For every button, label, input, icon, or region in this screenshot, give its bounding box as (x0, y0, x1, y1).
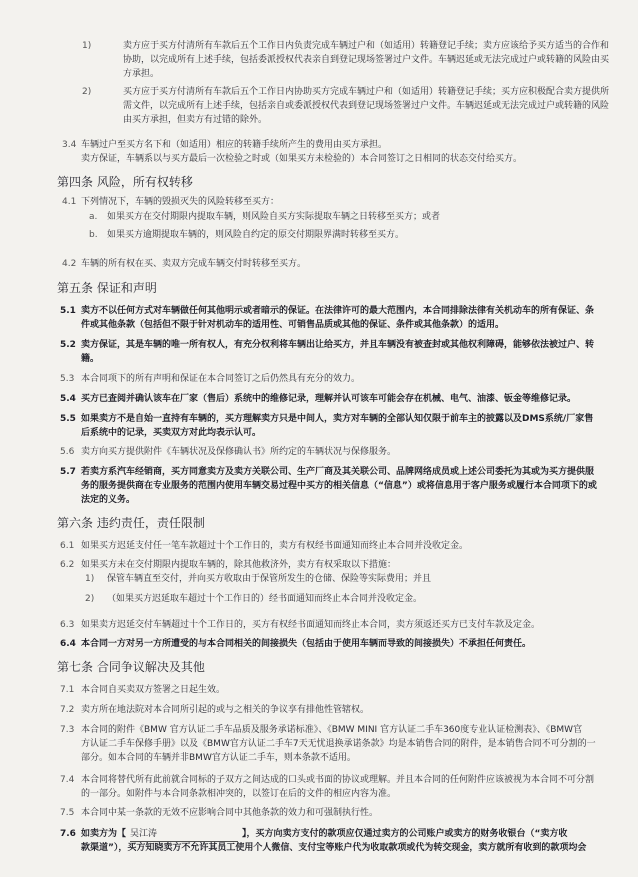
seller-name-field (130, 828, 238, 842)
text-line: 7.3 (60, 725, 75, 735)
text-line: 本合同将替代所有此前就合同标的子双方之间达成的口头或书面的协议或理解。并且本合同的任何附件应该被视为本合同不可分割 (81, 775, 595, 785)
text-line: 款渠道”），买方知晓卖方不允许其员工使用个人微信、支付宝等账户代为收取款项或代为转交现金，卖方就所有收到的款项均会 (81, 843, 587, 853)
text-line: 卖方向买方提供附件《车辆状况及保修确认书》所约定的车辆状况与保修服务。 (81, 447, 397, 457)
text-line: b. (89, 230, 98, 240)
text-line: 务的服务提供商在专业服务的范围内使用车辆交易过程中买方的相关信息（“信息”）或将信息用于客户服务或履行本合同项下的或 (81, 481, 597, 491)
text-line: 6.2 (60, 560, 75, 570)
text-line: 法定的义务。 (81, 495, 136, 505)
text-line: 4.2 (62, 259, 77, 269)
text-line: 方认证二手车保修手册》以及《BMW官方认证二手车7天无忧退换承诺条款》均是本销售合同的附件，是本销售合同不可分割的一 (81, 739, 596, 749)
text-line: 第四条 风险，所有权转移 (57, 175, 193, 189)
text-line: 5.3 (60, 374, 75, 384)
text-line: 5.5 (60, 414, 76, 424)
text-line: 本合同的附件《BMW 官方认证二手车品质及服务承诺标准》、《BMW MINI 官方认证二手车360度专业认证检测表》、《BMW官 (81, 725, 583, 735)
text-line: 若卖方系汽车经销商，买方同意卖方及卖方关联公司、生产厂商及其关联公司、品牌网络成员或上述公司委托为其或为买方提供服 (81, 467, 595, 477)
text-line: 卖方保证，车辆系以与买方最后一次检验之时或（如果买方未检验的）本合同签订之日相同的状态交付给买方。 (81, 154, 523, 164)
text-line: 保管车辆直至交付，并向买方收取由于保管所发生的仓储、保险等实际费用；并且 (107, 574, 432, 584)
text-line: a. (89, 212, 98, 222)
text-line: 7.1 (60, 685, 75, 695)
text-line: 3.4 (62, 140, 77, 150)
text-line: 籍。 (81, 354, 100, 364)
text-line: 下列情况下，车辆的毁损灭失的风险转移至买方： (81, 197, 280, 207)
text-line: 5.6 (60, 447, 75, 457)
text-line: 第六条 违约责任，责任限制 (57, 516, 205, 530)
text-line: 部分。如本合同的车辆并非BMW官方认证二手车，则本条款不适用。 (81, 753, 356, 763)
text-line: 本合同项下的所有声明和保证在本合同签订之后仍然具有充分的效力。 (81, 374, 361, 384)
text-line: 如果卖方迟延交付车辆超过十个工作日的，买方有权经书面通知而终止本合同，卖方须返还买方已支付车款及定金。 (81, 620, 541, 630)
text-line: 如果买方迟延支付任一笔车款超过十个工作日的，卖方有权经书面通知而终止本合同并没收定金。 (81, 541, 469, 551)
text-line: （如果买方迟延取车超过十个工作日的）经书面通知而终止本合同并没收定金。 (107, 594, 423, 604)
text-line: 车辆的所有权在买、卖双方完成车辆交付时转移至买方。 (81, 259, 307, 269)
text-line: 1) (82, 41, 92, 51)
text-line: 需文件，以完成所有上述手续，包括亲自或委派授权代表到登记现场签署过户文件。车辆迟延或无法完成过户或转籍的风险 (123, 101, 610, 111)
text-line: 如果卖方不是自始一直持有车辆的，买方理解卖方只是中间人，卖方对车辆的全部认知仅限于前车主的披露以及DMS系统/厂家售 (81, 414, 594, 424)
text-line: 车辆过户至买方名下和（如适用）相应的转籍手续所产生的费用由买方承担。 (81, 140, 388, 150)
text-line: 由买方承担，但卖方有过错的除外。 (123, 115, 268, 125)
clause-7-6-suffix: 】，买方向卖方支付的款项应仅通过卖方的公司账户或卖方的财务收银台（“卖方收 (242, 829, 568, 839)
text-line: 卖方应于买方付清所有车款后五个工作日内负责完成车辆过户和（如适用）转籍登记手续；卖方应该给予买方适当的合作和 (123, 41, 610, 51)
text-line: 6.1 (60, 541, 75, 551)
text-line: 6.3 (60, 620, 75, 630)
text-line: 的一部分。如附件与本合同条款相冲突的，以签订在后的文件的相应内容为准。 (81, 789, 397, 799)
text-line: 如果买方逾期提取车辆的，则风险自约定的原交付期限界满时转移至买方。 (107, 230, 405, 240)
text-line: 5.1 (60, 306, 76, 316)
text-line: 第五条 保证和声明 (57, 281, 157, 295)
text-line: 7.6 (60, 829, 76, 839)
text-line: 本合同一方对另一方所遭受的与本合同相关的间接损失（包括由于使用车辆而导致的间接损失）不承担任何责任。 (81, 639, 532, 649)
text-line: 后系统中的记录，买卖双方对此均表示认可。 (81, 428, 262, 438)
text-line: 2) (82, 87, 92, 97)
text-line: 方承担。 (123, 69, 160, 79)
text-line: 5.2 (60, 340, 76, 350)
clause-7-6-line-1 (81, 828, 567, 842)
text-line: 如果买方未在交付期限内提取车辆的，除其他救济外，卖方有权采取以下措施： (81, 560, 397, 570)
text-line: 2) (85, 594, 95, 604)
text-line: 7.4 (60, 775, 75, 785)
text-line: 本合同自买卖双方签署之日起生效。 (81, 685, 226, 695)
text-line: 1) (85, 574, 95, 584)
text-line: 4.1 (62, 197, 77, 207)
seller-name: 吴江涛 (130, 829, 158, 839)
text-line: 7.2 (60, 705, 75, 715)
text-line: 第七条 合同争议解决及其他 (57, 660, 205, 674)
text-line: 如果买方在交付期限内提取车辆，则风险自买方实际提取车辆之日转移至买方；或者 (107, 212, 441, 222)
text-line: 卖方所在地法院对本合同所引起的或与之相关的争议享有排他性管辖权。 (81, 705, 370, 715)
text-line: 5.4 (60, 394, 76, 404)
text-line: 件或其他条款（包括但不限于针对机动车的适用性、可销售品质或其他的保证、条件或其他条款）的适用。 (81, 320, 505, 330)
text-line: 买方应于买方付清所有车款后五个工作日内协助买方完成车辆过户和（如适用）转籍登记手续；买方应积极配合卖方提供所 (123, 87, 610, 97)
text-line: 买方已查阅并确认该车在厂家（售后）系统中的维修记录，理解并认可该车可能会存在机械、电气、油漆、钣金等维修记录。 (81, 394, 577, 404)
text-line: 卖方保证，其是车辆的唯一所有权人，有充分权利将车辆出让给买方，并且车辆没有被查封或其他权利障碍，能够依法被过户、转 (81, 340, 595, 350)
text-line: 协助，以完成所有上述手续，包括委派授权代表亲自到登记现场签署过户文件。车辆迟延或无法完成过户或转籍的风险由买 (123, 55, 610, 65)
text-line: 6.4 (60, 639, 76, 649)
text-line: 卖方不以任何方式对车辆做任何其他明示或者暗示的保证。在法律许可的最大范围内，本合同排除法律有关机动车的所有保证、条 (81, 306, 595, 316)
text-line: 本合同中某一条款的无效不应影响合同中其他条款的效力和可强制执行性。 (81, 808, 379, 818)
text-line: 7.5 (60, 808, 75, 818)
text-line: 5.7 (60, 467, 76, 477)
clause-7-6-prefix: 如卖方为【 (81, 829, 127, 839)
